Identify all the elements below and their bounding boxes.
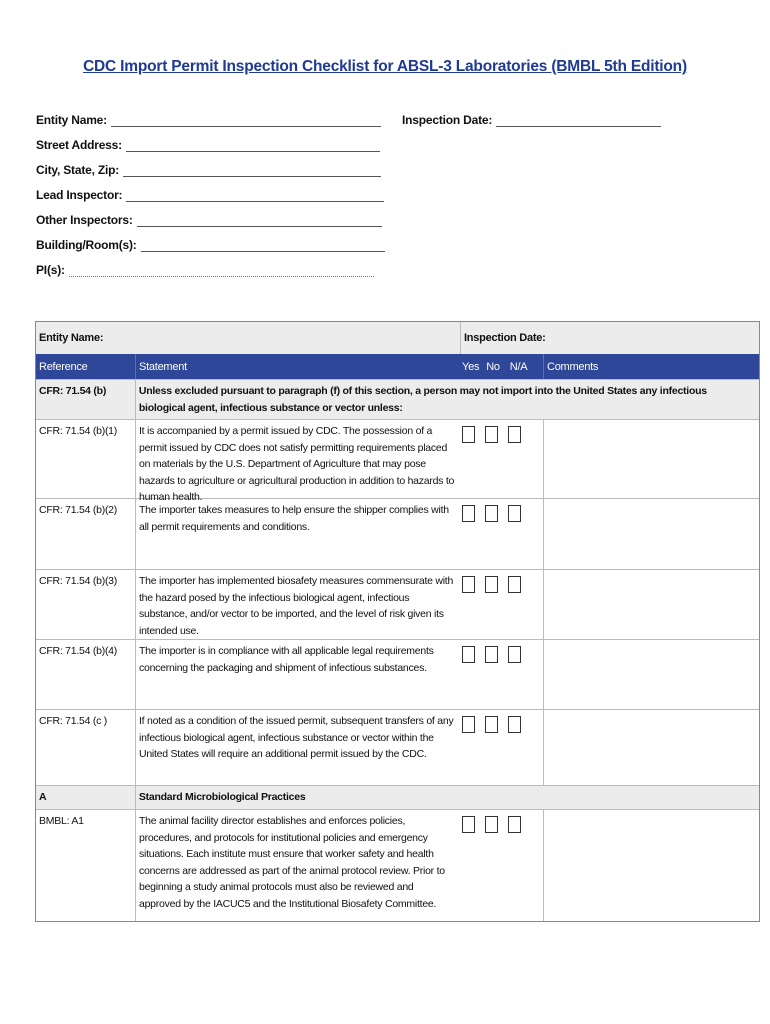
comments-cell[interactable] — [543, 810, 759, 921]
row-checkboxes — [460, 570, 543, 639]
yes-checkbox[interactable] — [462, 716, 475, 733]
row-checkboxes — [460, 499, 543, 569]
lead-inspector-label: Lead Inspector: — [36, 188, 123, 202]
table-section-row — [36, 785, 759, 809]
lead-inspector-field — [36, 188, 384, 202]
section-reference: A — [36, 786, 136, 809]
row-reference: CFR: 71.54 (c ) — [36, 710, 136, 785]
table-row — [36, 569, 759, 639]
street-address-input[interactable] — [126, 139, 380, 152]
building-rooms-input[interactable] — [141, 239, 385, 252]
table-row-intro — [36, 379, 759, 419]
header-na: N/A — [509, 361, 528, 373]
row-checkboxes — [460, 710, 543, 785]
table-entity-name-label: Entity Name: — [39, 332, 104, 344]
table-inspection-date-label: Inspection Date: — [460, 322, 759, 354]
comments-cell[interactable] — [543, 570, 759, 639]
no-checkbox[interactable] — [485, 716, 498, 733]
row-statement: The importer has implemented biosafety measures commensurate with the hazard posed by the infectious biological agent, infectious substance, and/or vector to be imported, and the level of risk given its intended use. — [139, 575, 454, 637]
document-title: CDC Import Permit Inspection Checklist for ABSL-3 Laboratories (BMBL 5th Edition) — [83, 58, 687, 75]
na-checkbox[interactable] — [508, 505, 521, 522]
header-yes: Yes — [462, 361, 480, 373]
na-checkbox[interactable] — [508, 716, 521, 733]
table-row — [36, 419, 759, 503]
table-row — [36, 639, 759, 709]
city-state-zip-input[interactable] — [123, 164, 381, 177]
row-reference: CFR: 71.54 (b)(3) — [36, 570, 136, 639]
comments-cell[interactable] — [543, 420, 759, 498]
row-reference: CFR: 71.54 (b)(2) — [36, 499, 136, 569]
table-row — [36, 809, 759, 921]
row-statement: If noted as a condition of the issued permit, subsequent transfers of any infectious biological agent, infectious substance or vector within the United States will require an additional permit issued by the CDC. — [139, 715, 454, 760]
yes-checkbox[interactable] — [462, 426, 475, 443]
other-inspectors-label: Other Inspectors: — [36, 213, 133, 227]
other-inspectors-field — [36, 213, 382, 227]
building-rooms-label: Building/Room(s): — [36, 238, 137, 252]
table-row — [36, 498, 759, 569]
row-statement: The importer takes measures to help ensure the shipper complies with all permit requirements and conditions. — [139, 504, 449, 533]
pis-field — [36, 263, 374, 277]
inspection-date-label: Inspection Date: — [402, 113, 493, 127]
no-checkbox[interactable] — [485, 646, 498, 663]
checklist-table — [35, 321, 760, 922]
no-checkbox[interactable] — [485, 505, 498, 522]
na-checkbox[interactable] — [508, 576, 521, 593]
pis-label: PI(s): — [36, 263, 65, 277]
yes-checkbox[interactable] — [462, 816, 475, 833]
lead-inspector-input[interactable] — [126, 189, 384, 202]
inspection-date-field — [402, 113, 661, 127]
header-yes-no-na — [460, 354, 543, 379]
inspection-date-input[interactable] — [496, 114, 661, 127]
section-title: Standard Microbiological Practices — [138, 791, 306, 803]
row-reference: CFR: 71.54 (b) — [36, 380, 136, 419]
table-header-row — [36, 354, 759, 379]
row-reference: CFR: 71.54 (b)(4) — [36, 640, 136, 709]
no-checkbox[interactable] — [485, 576, 498, 593]
no-checkbox[interactable] — [485, 816, 498, 833]
yes-checkbox[interactable] — [462, 646, 475, 663]
no-checkbox[interactable] — [485, 426, 498, 443]
comments-cell[interactable] — [543, 710, 759, 785]
row-checkboxes — [460, 810, 543, 921]
entity-name-label: Entity Name: — [36, 113, 107, 127]
row-reference: CFR: 71.54 (b)(1) — [36, 420, 136, 498]
row-checkboxes — [460, 420, 543, 498]
row-checkboxes — [460, 640, 543, 709]
yes-checkbox[interactable] — [462, 576, 475, 593]
header-statement: Statement — [139, 361, 187, 373]
entity-name-field — [36, 113, 381, 127]
header-comments: Comments — [543, 354, 759, 379]
table-entity-row — [36, 322, 759, 354]
row-statement: It is accompanied by a permit issued by CDC. The possession of a permit issued by CDC does not satisfy permitting requirements placed on materials by the U.S. Department of Agriculture that may pose hazards to agriculture or agricultural production in addition to hazards to human health. — [139, 425, 455, 503]
comments-cell[interactable] — [543, 499, 759, 569]
na-checkbox[interactable] — [508, 816, 521, 833]
header-no: No — [486, 361, 500, 373]
city-state-zip-label: City, State, Zip: — [36, 163, 120, 177]
na-checkbox[interactable] — [508, 646, 521, 663]
row-statement: The animal facility director establishes and enforces policies, procedures, and protocols for institutional policies and emergency situations. Each institute must ensure that worker safety and health concerns are addressed as part of the animal protocol review. Prior to beginning a study animal protocols must also be reviewed and approved by the IACUC5 and the Institutional Biosafety Committee. — [139, 815, 445, 910]
entity-name-input[interactable] — [111, 114, 381, 127]
row-reference: BMBL: A1 — [36, 810, 136, 921]
na-checkbox[interactable] — [508, 426, 521, 443]
row-statement: The importer is in compliance with all applicable legal requirements concerning the packaging and shipment of infectious substances. — [139, 645, 434, 674]
yes-checkbox[interactable] — [462, 505, 475, 522]
city-state-zip-field — [36, 163, 381, 177]
street-address-field — [36, 138, 380, 152]
table-row — [36, 709, 759, 785]
header-reference: Reference — [36, 354, 136, 379]
row-statement: Unless excluded pursuant to paragraph (f) of this section, a person may not import into the United States any infectious biological agent, infectious substance or vector unless: — [138, 385, 707, 414]
comments-cell[interactable] — [543, 640, 759, 709]
street-address-label: Street Address: — [36, 138, 122, 152]
other-inspectors-input[interactable] — [137, 214, 382, 227]
pis-input[interactable] — [69, 264, 374, 277]
building-rooms-field — [36, 238, 385, 252]
